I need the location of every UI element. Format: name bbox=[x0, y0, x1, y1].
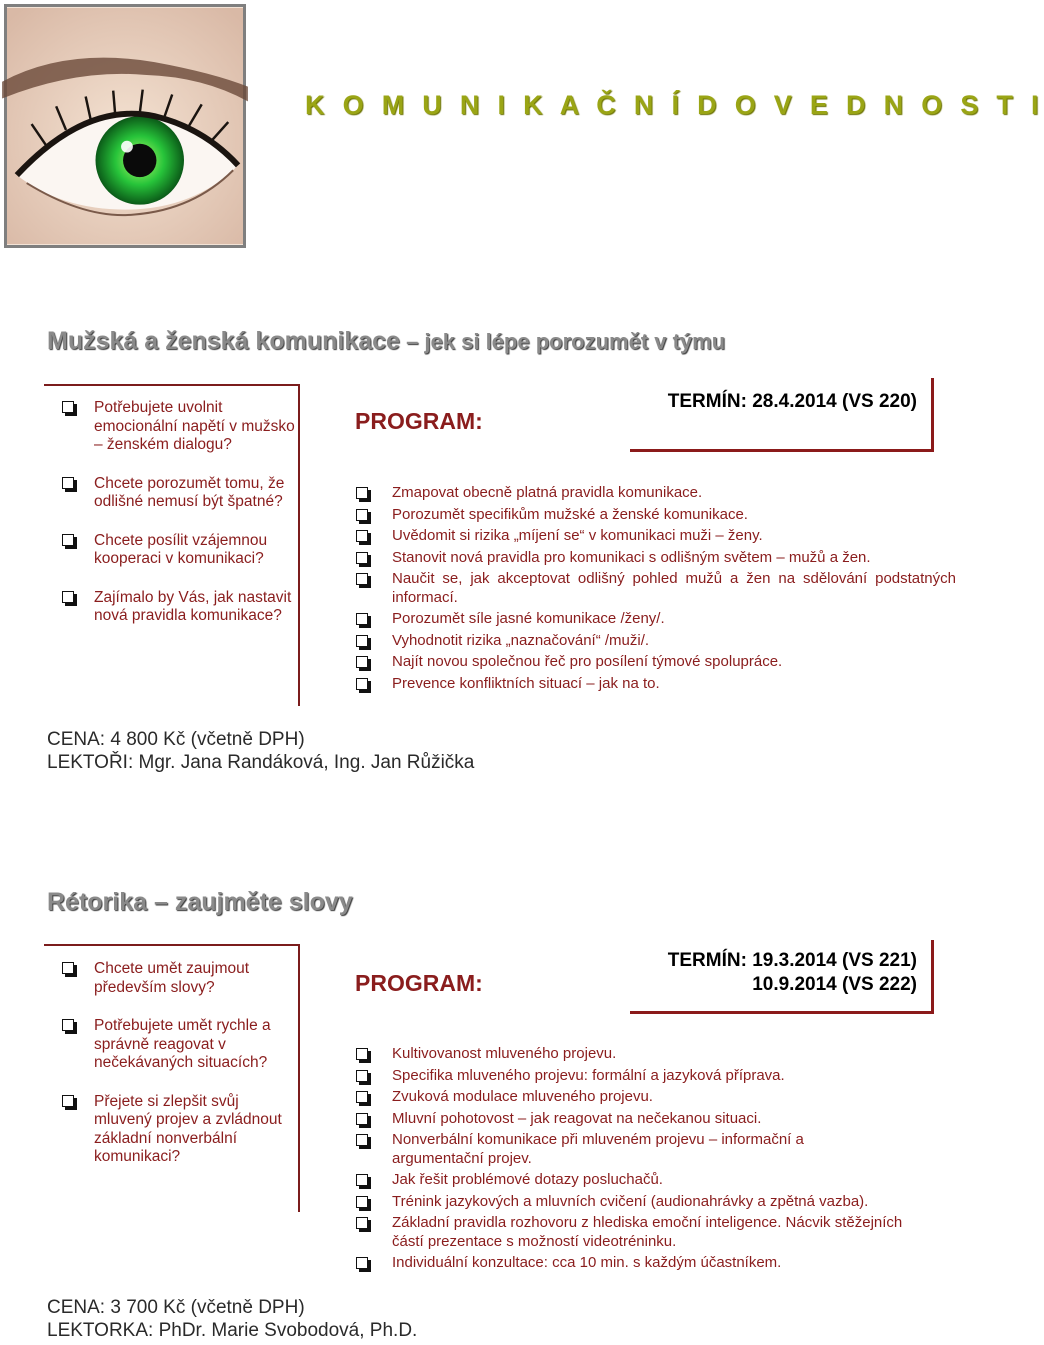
checkbox-icon bbox=[356, 487, 368, 499]
program-item-text: Specifika mluveného projevu: formální a jazyková příprava. bbox=[392, 1066, 785, 1084]
checkbox-icon bbox=[62, 962, 74, 974]
question-text: Přejete si zlepšit svůj mluvený projev a zvládnout základní nonverbální komunikaci? bbox=[94, 1092, 282, 1165]
program-item-text: Trénink jazykových a mluvních cvičení (audionahrávky a zpětná vazba). bbox=[392, 1192, 869, 1210]
program-item bbox=[350, 1045, 956, 1064]
eye-photo bbox=[4, 4, 246, 248]
question-list bbox=[44, 946, 298, 1167]
program-item bbox=[350, 610, 956, 629]
checkbox-icon bbox=[356, 1257, 368, 1269]
checkbox-icon bbox=[62, 401, 74, 413]
checkbox-icon bbox=[356, 1091, 368, 1103]
program-item-text: Porozumět specifikům mužské a ženské komunikace. bbox=[392, 505, 748, 523]
question-item bbox=[44, 1093, 298, 1167]
eye-icon bbox=[7, 7, 243, 245]
section-heading-sub: – jek si lépe porozumět v týmu bbox=[399, 329, 726, 354]
question-item bbox=[44, 399, 298, 455]
program-item-text: Kultivovanost mluveného projevu. bbox=[392, 1045, 617, 1062]
question-text: Zajímalo by Vás, jak nastavit nová pravidla komunikace? bbox=[94, 588, 292, 624]
term-date: TERMÍN: 28.4.2014 (VS 220) bbox=[667, 391, 917, 412]
program-item-text: Prevence konfliktních situací – jak na to. bbox=[392, 674, 660, 692]
program-item bbox=[350, 1193, 956, 1212]
question-item bbox=[44, 589, 298, 626]
checkbox-icon bbox=[356, 573, 368, 585]
checkbox-icon bbox=[356, 1134, 368, 1146]
program-item bbox=[350, 675, 956, 694]
program-item bbox=[350, 1131, 956, 1168]
checkbox-icon bbox=[356, 509, 368, 521]
term-date: 10.9.2014 (VS 222) bbox=[752, 974, 917, 995]
program-item bbox=[350, 527, 956, 546]
checkbox-icon bbox=[356, 1174, 368, 1186]
question-list bbox=[44, 386, 298, 626]
question-item bbox=[44, 960, 298, 997]
program-item-text: Mluvní pohotovost – jak reagovat na nečekanou situaci. bbox=[392, 1109, 762, 1127]
question-box bbox=[44, 944, 300, 1212]
checkbox-icon bbox=[356, 1048, 368, 1060]
checkbox-icon bbox=[62, 1095, 74, 1107]
question-box bbox=[44, 384, 300, 706]
program-item bbox=[350, 632, 956, 651]
program-item bbox=[350, 1171, 956, 1190]
program-item bbox=[350, 1067, 956, 1086]
term-box bbox=[630, 378, 934, 452]
question-item bbox=[44, 475, 298, 512]
checkbox-icon bbox=[356, 678, 368, 690]
program-label: PROGRAM: bbox=[355, 970, 483, 996]
program-item-text: Stanovit nová pravidla pro komunikaci s odlišným světem – mužů a žen. bbox=[392, 548, 871, 566]
checkbox-icon bbox=[62, 477, 74, 489]
program-item-text: Základní pravidla rozhovoru z hlediska emoční inteligence. Nácvik stěžejních částí prezentace s možností videotréninku. bbox=[392, 1214, 903, 1250]
program-item-text: Individuální konzultace: cca 10 min. s každým účastníkem. bbox=[392, 1254, 782, 1271]
program-item-text: Porozumět síle jasné komunikace /ženy/. bbox=[392, 610, 665, 627]
checkbox-icon bbox=[356, 635, 368, 647]
program-item bbox=[350, 506, 956, 525]
program-list bbox=[350, 484, 956, 696]
question-text: Chcete posílit vzájemnou kooperaci v komunikaci? bbox=[94, 531, 268, 567]
checkbox-icon bbox=[356, 1113, 368, 1125]
section-heading bbox=[47, 327, 725, 356]
question-text: Potřebujete umět rychle a správně reagovat v nečekávaných situacích? bbox=[94, 1017, 271, 1071]
program-item bbox=[350, 549, 956, 568]
checkbox-icon bbox=[62, 1019, 74, 1031]
program-item bbox=[350, 1110, 956, 1129]
question-text: Chcete porozumět tomu, že odlišné nemusí být špatné? bbox=[94, 474, 285, 510]
term-date: TERMÍN: 19.3.2014 (VS 221) bbox=[667, 950, 917, 971]
program-item bbox=[350, 1088, 956, 1107]
program-item-text: Zvuková modulace mluveného projevu. bbox=[392, 1088, 653, 1105]
program-item bbox=[350, 1254, 956, 1273]
checkbox-icon bbox=[356, 552, 368, 564]
program-item-text: Najít novou společnou řeč pro posílení týmové spolupráce. bbox=[392, 653, 783, 670]
program-item-text: Vyhodnotit rizika „naznačování“ /muži/. bbox=[392, 631, 650, 649]
checkbox-icon bbox=[356, 530, 368, 542]
section-heading-main: Mužská a ženská komunikace bbox=[47, 327, 400, 355]
program-item-text: Naučit se, jak akceptovat odlišný pohled mužů a žen na sdělování podstatných informací. bbox=[392, 570, 956, 606]
program-item bbox=[350, 653, 956, 672]
question-text: Potřebujete uvolnit emocionální napětí v mužsko – ženském dialogu? bbox=[94, 399, 295, 453]
checkbox-icon bbox=[62, 534, 74, 546]
checkbox-icon bbox=[356, 1070, 368, 1082]
lector: LEKTOŘI: Mgr. Jana Randáková, Ing. Jan Růžička bbox=[47, 752, 475, 773]
program-item bbox=[350, 1214, 956, 1251]
program-list bbox=[350, 1045, 956, 1276]
term-box bbox=[630, 940, 934, 1014]
program-item-text: Nonverbální komunikace při mluveném projevu – informační a argumentační projev. bbox=[392, 1131, 804, 1167]
lector: LEKTORKA: PhDr. Marie Svobodová, Ph.D. bbox=[47, 1320, 418, 1341]
section-heading-main: Rétorika – zaujměte slovy bbox=[47, 888, 353, 916]
section-heading bbox=[47, 888, 353, 917]
checkbox-icon bbox=[356, 1196, 368, 1208]
checkbox-icon bbox=[356, 613, 368, 625]
program-item bbox=[350, 484, 956, 503]
checkbox-icon bbox=[356, 656, 368, 668]
program-item-text: Zmapovat obecně platná pravidla komunikace. bbox=[392, 484, 703, 501]
document-title: K O M U N I K A Č N Í D O V E D N O S T I bbox=[305, 90, 1044, 120]
question-item bbox=[44, 532, 298, 569]
program-item bbox=[350, 570, 956, 607]
checkbox-icon bbox=[62, 591, 74, 603]
program-item-text: Jak řešit problémové dotazy posluchačů. bbox=[392, 1171, 663, 1188]
checkbox-icon bbox=[356, 1217, 368, 1229]
program-label: PROGRAM: bbox=[355, 408, 483, 434]
program-item-text: Uvědomit si rizika „míjení se“ v komunikaci muži – ženy. bbox=[392, 527, 763, 544]
question-item bbox=[44, 1017, 298, 1073]
question-text: Chcete umět zaujmout především slovy? bbox=[94, 960, 250, 996]
price: CENA: 4 800 Kč (včetně DPH) bbox=[47, 729, 305, 750]
price: CENA: 3 700 Kč (včetně DPH) bbox=[47, 1297, 305, 1318]
